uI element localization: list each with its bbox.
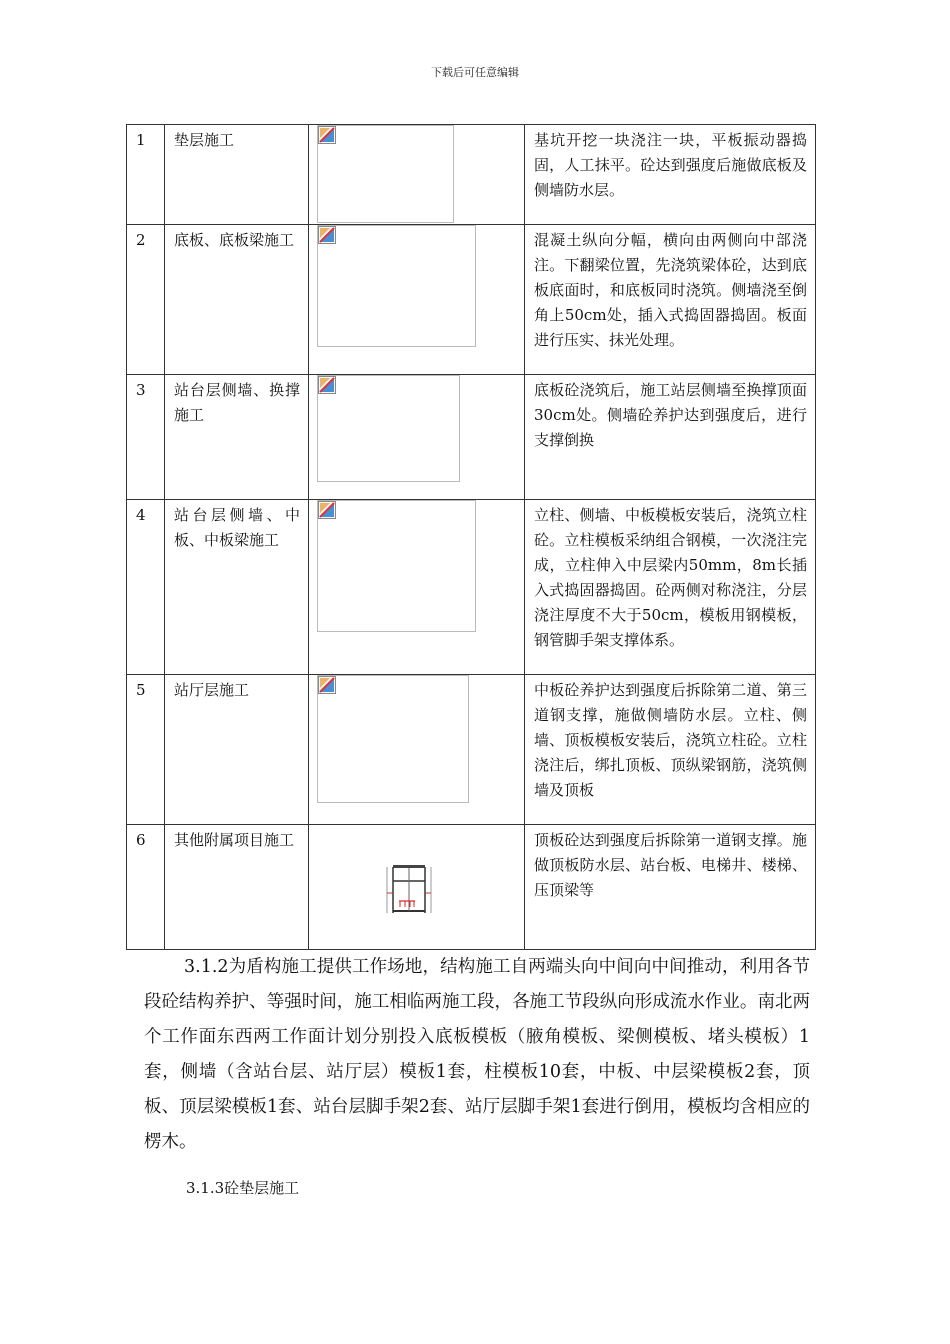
step-image-cell xyxy=(309,675,525,825)
step-description: 混凝土纵向分幅，横向由两侧向中部浇注。下翻梁位置，先浇筑梁体砼，达到底板底面时，和底板同时浇筑。侧墙浇至倒角上50cm处，插入式捣固器捣固。板面进行压实、抹光处理。 xyxy=(534,231,807,349)
body-paragraph: 3.1.2为盾构施工提供工作场地，结构施工自两端头向中间向中间推动，利用各节段砼结构养护、等强时间，施工相临两施工段，各施工节段纵向形成流水作业。南北两个工作面东西两工作面计划分别投入底板模板（腋角模板、梁侧模板、堵头模板）1套，侧墙（含站台层、站厅层）模板1套，柱模板10套，中板、中层梁模板2套，顶板、顶层梁模板1套、站台层脚手架2套、站厅层脚手架1套进行倒用，模板均含相应的楞木。 xyxy=(144,957,810,1152)
step-name: 站台层侧墙、换撑施工 xyxy=(174,381,300,424)
broken-image-icon xyxy=(318,126,336,144)
step-name: 站台层侧墙、中板、中板梁施工 xyxy=(174,506,300,549)
table-row xyxy=(127,825,816,950)
table-row xyxy=(127,375,816,500)
table-row xyxy=(127,500,816,675)
step-description: 立柱、侧墙、中板模板安装后，浇筑立柱砼。立柱模板采纳组合钢模，一次浇注完成，立柱伸入中层梁内50mm，8m长插入式捣固器捣固。砼两侧对称浇注，分层浇注厚度不大于50cm，模板用钢模板，钢管脚手架支撑体系。 xyxy=(534,506,807,649)
table-row xyxy=(127,225,816,375)
step-number: 1 xyxy=(136,131,146,149)
broken-image-icon xyxy=(318,501,336,519)
step-image-cell xyxy=(309,825,525,950)
image-placeholder xyxy=(317,125,454,223)
page-header-note: 下载后可任意编辑 xyxy=(431,66,519,79)
step-name: 站厅层施工 xyxy=(174,681,250,699)
step-image-cell xyxy=(309,125,525,225)
station-section-drawing xyxy=(381,863,437,919)
step-number: 3 xyxy=(136,381,146,399)
step-image-cell xyxy=(309,225,525,375)
broken-image-icon xyxy=(318,376,336,394)
image-placeholder xyxy=(317,675,469,803)
table-row xyxy=(127,675,816,825)
step-name: 垫层施工 xyxy=(174,131,235,149)
section-heading: 3.1.3砼垫层施工 xyxy=(186,1179,300,1197)
step-description: 中板砼养护达到强度后拆除第二道、第三道钢支撑，施做侧墙防水层。立柱、侧墙、顶板模板安装后，浇筑立柱砼。立柱浇注后，绑扎顶板、顶纵梁钢筋，浇筑侧墙及顶板 xyxy=(534,681,807,799)
step-image-cell xyxy=(309,375,525,500)
step-number: 4 xyxy=(136,506,146,524)
step-number: 6 xyxy=(136,831,146,849)
step-name: 其他附属项目施工 xyxy=(174,831,295,849)
step-number: 5 xyxy=(136,681,146,699)
step-description: 底板砼浇筑后，施工站层侧墙至换撑顶面30cm处。侧墙砼养护达到强度后，进行支撑倒换 xyxy=(534,381,807,449)
step-name: 底板、底板梁施工 xyxy=(174,231,295,249)
step-description: 顶板砼达到强度后拆除第一道钢支撑。施做顶板防水层、站台板、电梯井、楼梯、压顶梁等 xyxy=(534,831,807,899)
image-placeholder xyxy=(317,375,460,482)
image-placeholder xyxy=(317,225,476,347)
broken-image-icon xyxy=(318,226,336,244)
construction-steps-table xyxy=(126,124,816,950)
step-image-cell xyxy=(309,500,525,675)
broken-image-icon xyxy=(318,676,336,694)
image-placeholder xyxy=(317,500,476,632)
step-number: 2 xyxy=(136,231,146,249)
step-description: 基坑开挖一块浇注一块，平板振动器捣固，人工抹平。砼达到强度后施做底板及侧墙防水层。 xyxy=(534,131,807,199)
table-row xyxy=(127,125,816,225)
